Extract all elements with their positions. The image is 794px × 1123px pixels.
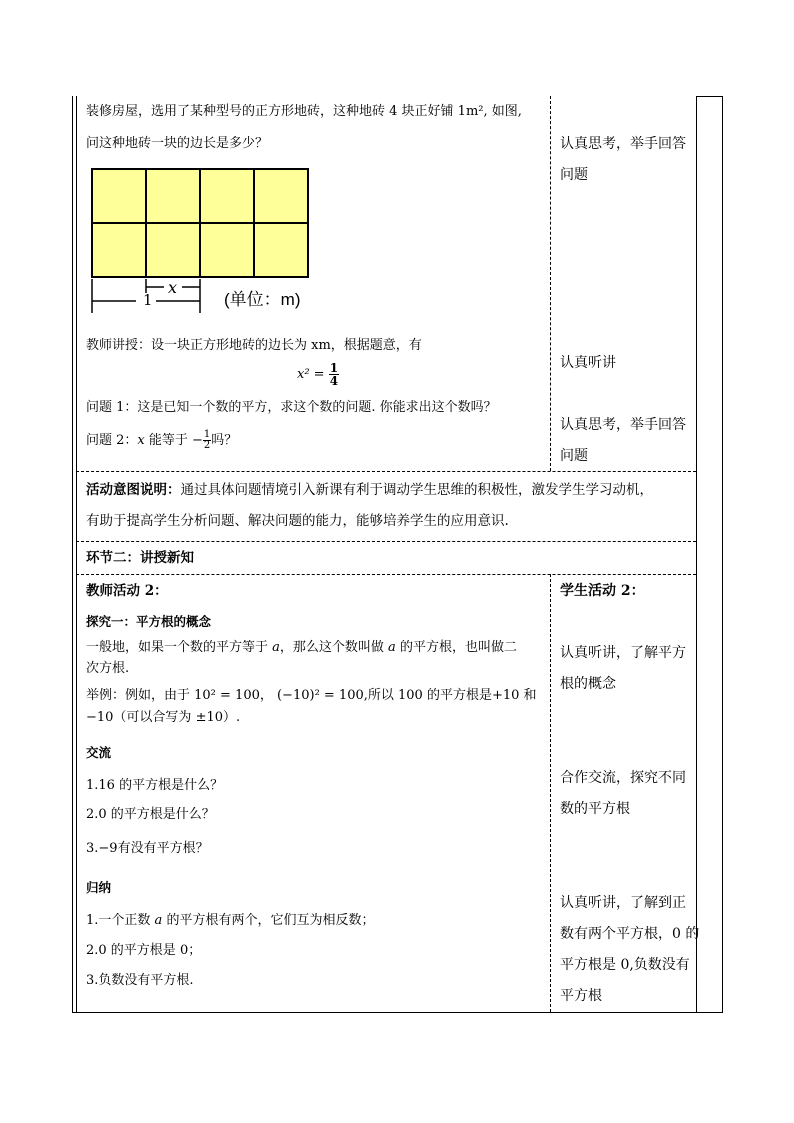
intent-label: 活动意图说明： xyxy=(86,482,181,498)
definition-var-2: a xyxy=(388,640,396,655)
table-bottom-border xyxy=(72,1012,723,1013)
question-2-var: x xyxy=(137,433,145,448)
student-response-3b: 问题 xyxy=(560,448,588,464)
question-1: 问题 1：这是已知一个数的平方，求这个数的问题. 你能求出这个数吗？ xyxy=(86,400,497,415)
definition-line-1 xyxy=(86,640,517,656)
student-response-3a: 认真思考，举手回答 xyxy=(560,417,686,433)
table-left-border xyxy=(72,96,73,1013)
figure-one-label: 1 xyxy=(143,291,153,309)
question-2-denominator: 2 xyxy=(203,440,211,451)
student-activity-header: 学生活动 2： xyxy=(560,583,645,599)
row-separator-3 xyxy=(76,574,696,575)
summary-title: 归纳 xyxy=(86,880,112,895)
explore-title: 探究一：平方根的概念 xyxy=(86,614,212,629)
problem-line-1: 装修房屋，选用了某种型号的正方形地砖，这种地砖 4 块正好铺 1m², 如图, xyxy=(86,104,522,119)
figure-x-label: x xyxy=(168,278,178,297)
student-response-1a: 认真思考，举手回答 xyxy=(560,136,686,152)
column-divider-top xyxy=(550,96,551,471)
teacher-explain: 教师讲授：设一块正方形地砖的边长为 xm，根据题意，有 xyxy=(86,338,422,353)
definition-text-a: 一般地，如果一个数的平方等于 xyxy=(86,640,273,655)
table-left-border-inner xyxy=(76,96,77,1013)
exchange-item-2: 2.0 的平方根是什么？ xyxy=(86,807,215,822)
question-2-suffix: 吗？ xyxy=(211,433,238,448)
summary-item-1 xyxy=(86,913,374,929)
definition-text-c: 的平方根，也叫做二 xyxy=(395,640,517,655)
summary-1-text-b: 的平方根有两个，它们互为相反数； xyxy=(162,913,375,928)
problem-line-2: 问这种地砖一块的边长是多少？ xyxy=(86,136,269,151)
question-2-prefix: 问题 2： xyxy=(86,433,138,448)
student-response-2: 认真听讲 xyxy=(560,355,616,371)
table-top-right-stub xyxy=(696,96,723,97)
student-listen-2: 根的概念 xyxy=(560,676,616,692)
equation-numerator: 1 xyxy=(329,361,339,375)
definition-var-1: a xyxy=(272,640,280,655)
exchange-item-1: 1.16 的平方根是什么？ xyxy=(86,778,224,793)
teacher-activity-header: 教师活动 2： xyxy=(86,583,168,599)
equation-lhs: x² = xyxy=(297,367,325,382)
table-right-col-line xyxy=(696,96,697,1013)
figure-unit-label: (单位：m) xyxy=(224,290,301,309)
example-line-1: 举例：例如，由于 10² = 100， (−10)² = 100,所以 100 的平方根是+10 和 xyxy=(86,688,537,703)
example-line-2: −10（可以合写为 ±10）. xyxy=(86,710,241,725)
equation xyxy=(297,362,339,387)
exchange-item-3: 3.−9有没有平方根？ xyxy=(86,841,209,856)
intent-text-1: 通过具体问题情境引入新课有利于调动学生思维的积极性，激发学生学习动机， xyxy=(180,482,653,498)
intent-line-1 xyxy=(86,482,653,498)
definition-line-2: 次方根. xyxy=(86,661,130,676)
student-summary-3: 平方根是 0,负数没有 xyxy=(560,957,690,973)
student-listen-1: 认真听讲，了解平方 xyxy=(560,645,686,661)
exchange-title: 交流 xyxy=(86,745,112,760)
summary-item-2: 2.0 的平方根是 0； xyxy=(86,943,202,958)
definition-text-b: ，那么这个数叫做 xyxy=(279,640,389,655)
student-summary-4: 平方根 xyxy=(560,988,602,1004)
table-right-border xyxy=(722,96,723,1013)
student-summary-2: 数有两个平方根，0 的 xyxy=(560,926,700,942)
intent-line-2: 有助于提高学生分析问题、解决问题的能力，能够培养学生的应用意识. xyxy=(86,513,509,529)
row-separator-2 xyxy=(76,541,696,542)
student-summary-1: 认真听讲，了解到正 xyxy=(560,895,686,911)
student-response-1b: 问题 xyxy=(560,167,588,183)
summary-1-var: a xyxy=(154,913,163,928)
summary-1-text-a: 1.一个正数 xyxy=(86,913,155,928)
summary-item-3: 3.负数没有平方根. xyxy=(86,973,194,988)
question-2-mid: 能等于 − xyxy=(144,433,203,448)
question-2 xyxy=(86,430,237,451)
question-2-numerator: 1 xyxy=(203,429,211,440)
column-divider-bottom xyxy=(550,574,551,1012)
student-coop-2: 数的平方根 xyxy=(560,801,630,817)
section-2-title: 环节二：讲授新知 xyxy=(86,550,194,566)
equation-denominator: 4 xyxy=(329,374,339,388)
student-coop-1: 合作交流，探究不同 xyxy=(560,770,686,786)
row-separator-1 xyxy=(76,471,696,472)
